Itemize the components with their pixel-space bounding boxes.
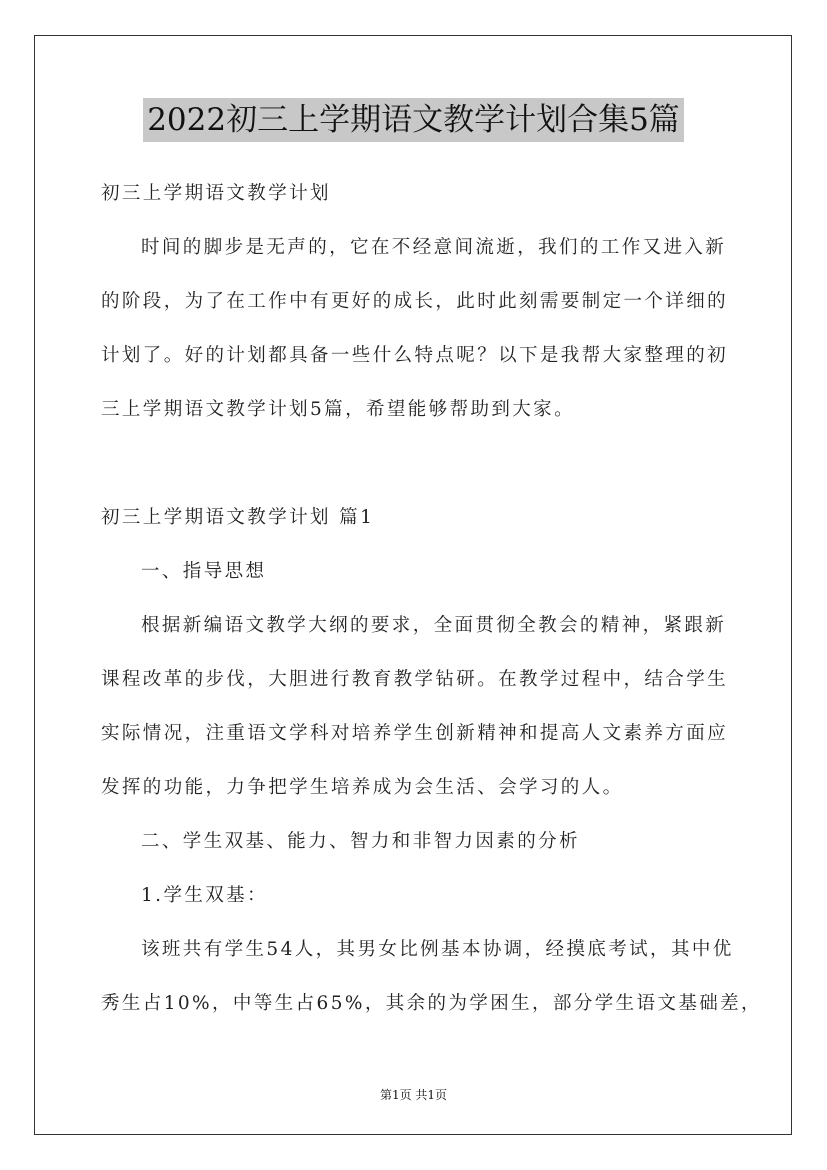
title-container [0,98,827,142]
paragraph-line: 该班共有学生54人，其男女比例基本协调，经摸底考试，其中优 [141,939,734,960]
paragraph-line: 计划了。好的计划都具备一些什么特点呢？以下是我帮大家整理的初 [101,345,729,366]
section-heading: 初三上学期语文教学计划 篇1 [101,507,375,528]
document-title: 2022初三上学期语文教学计划合集5篇 [143,98,684,142]
subheading: 1.学生双基： [141,885,268,906]
page-footer: 第1页 共1页 [379,1088,448,1102]
paragraph-line: 秀生占10%，中等生占65%，其余的为学困生，部分学生语文基础差， [101,993,762,1014]
paragraph-line: 课程改革的步伐，大胆进行教育教学钻研。在教学过程中，结合学生 [101,669,729,690]
paragraph-line: 实际情况，注重语文学科对培养学生创新精神和提高人文素养方面应 [101,723,729,744]
paragraph-line: 发挥的功能，力争把学生培养成为会生活、会学习的人。 [101,777,624,798]
paragraph-line: 根据新编语文教学大纲的要求，全面贯彻全教会的精神，紧跟新 [141,615,727,636]
paragraph-line: 的阶段，为了在工作中有更好的成长，此时此刻需要制定一个详细的 [101,291,729,312]
subheading: 一、指导思想 [141,561,267,582]
section-heading: 初三上学期语文教学计划 [101,183,331,204]
subheading: 二、学生双基、能力、智力和非智力因素的分析 [141,831,580,852]
paragraph-line: 时间的脚步是无声的，它在不经意间流逝，我们的工作又进入新 [141,237,727,258]
paragraph-line: 三上学期语文教学计划5篇，希望能够帮助到大家。 [101,399,575,420]
